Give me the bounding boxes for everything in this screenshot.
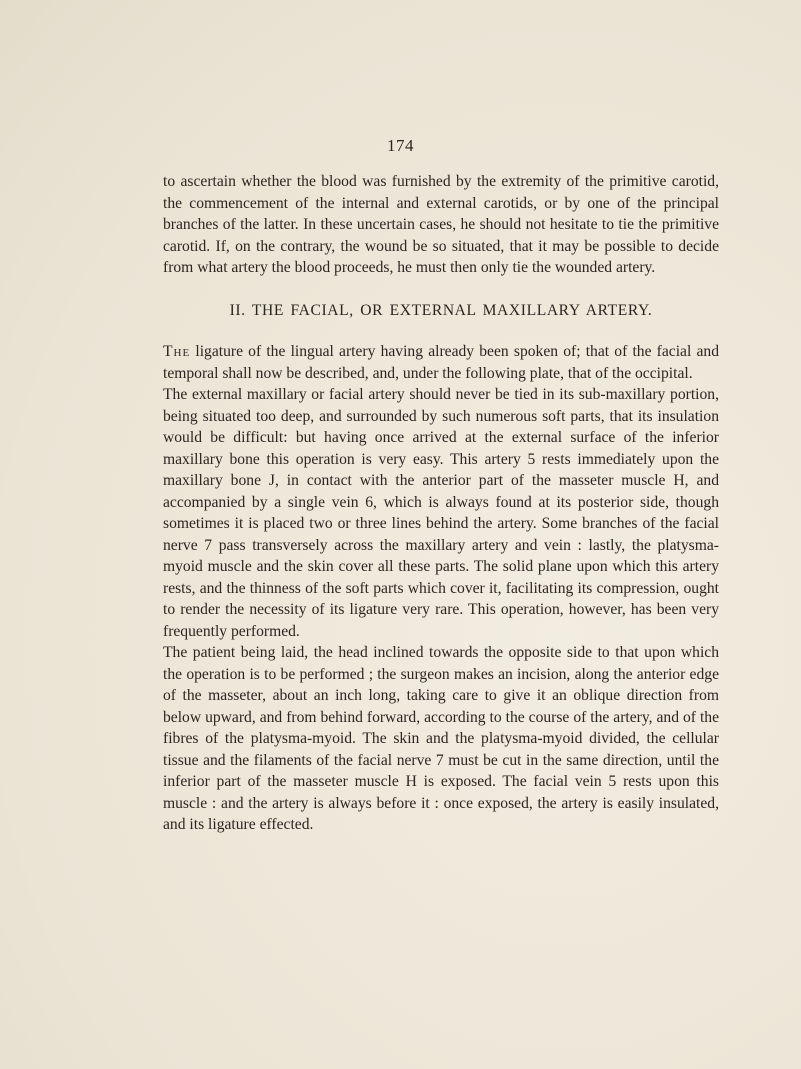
paragraph-facial-artery-anatomy: The external maxillary or facial artery should never be tied in its sub-maxillary portion, being situated too deep, and surrounded by such numerous soft parts, that its insulation would be difficult: but having once arrived at the external surface of the inferior maxillary bone this operation is very easy. This artery 5 rests immediately upon the maxillary bone J, in contact with the anterior part of the masseter muscle H, and accompanied by a single vein 6, which is always found at its posterior side, though sometimes it is placed two or three lines behind the artery. Some branches of the facial nerve 7 pass transversely across the maxillary artery and vein : lastly, the platysma-myoid muscle and the skin cover all these parts. The solid plane upon which this artery rests, and the thinness of the soft parts which cover it, facilitating its compression, ought to render the necessity of its ligature very rare. This operation, however, has been very frequently performed.	[163, 386, 719, 640]
page-number: 174	[387, 136, 414, 155]
paragraph-lead-word: The	[163, 343, 191, 360]
paragraph-ligature-intro	[163, 341, 719, 384]
body-text	[163, 171, 719, 836]
paragraph-carotid-conclusion: to ascertain whether the blood was furnished by the extremity of the primitive carotid, the commencement of the internal and external carotids, or by one of the principal branches of the latter. In these uncertain cases, he should not hesitate to tie the primitive carotid. If, on the contrary, the wound be so situated, that it may be possible to decide from what artery the blood proceeds, he must then only tie the wounded artery.	[163, 173, 719, 276]
paragraph-ligature-intro-text: ligature of the lingual artery having already been spoken of; that of the facial and temporal shall now be described, and, under the following plate, that of the occipital.	[163, 343, 719, 382]
paragraph-operation-procedure: The patient being laid, the head inclined towards the opposite side to that upon which the operation is to be performed ; the surgeon makes an incision, along the anterior edge of the masseter, about an inch long, taking care to give it an oblique direction from below upward, and from behind forward, according to the course of the artery, and of the fibres of the platysma-myoid. The skin and the platysma-myoid divided, the cellular tissue and the filaments of the facial nerve 7 must be cut in the same direction, until the inferior part of the masseter muscle H is exposed. The facial vein 5 rests upon this muscle : and the artery is always before it : once exposed, the artery is easily insulated, and its ligature effected.	[163, 644, 719, 833]
section-heading: II. THE FACIAL, OR EXTERNAL MAXILLARY ARTERY.	[229, 301, 653, 319]
